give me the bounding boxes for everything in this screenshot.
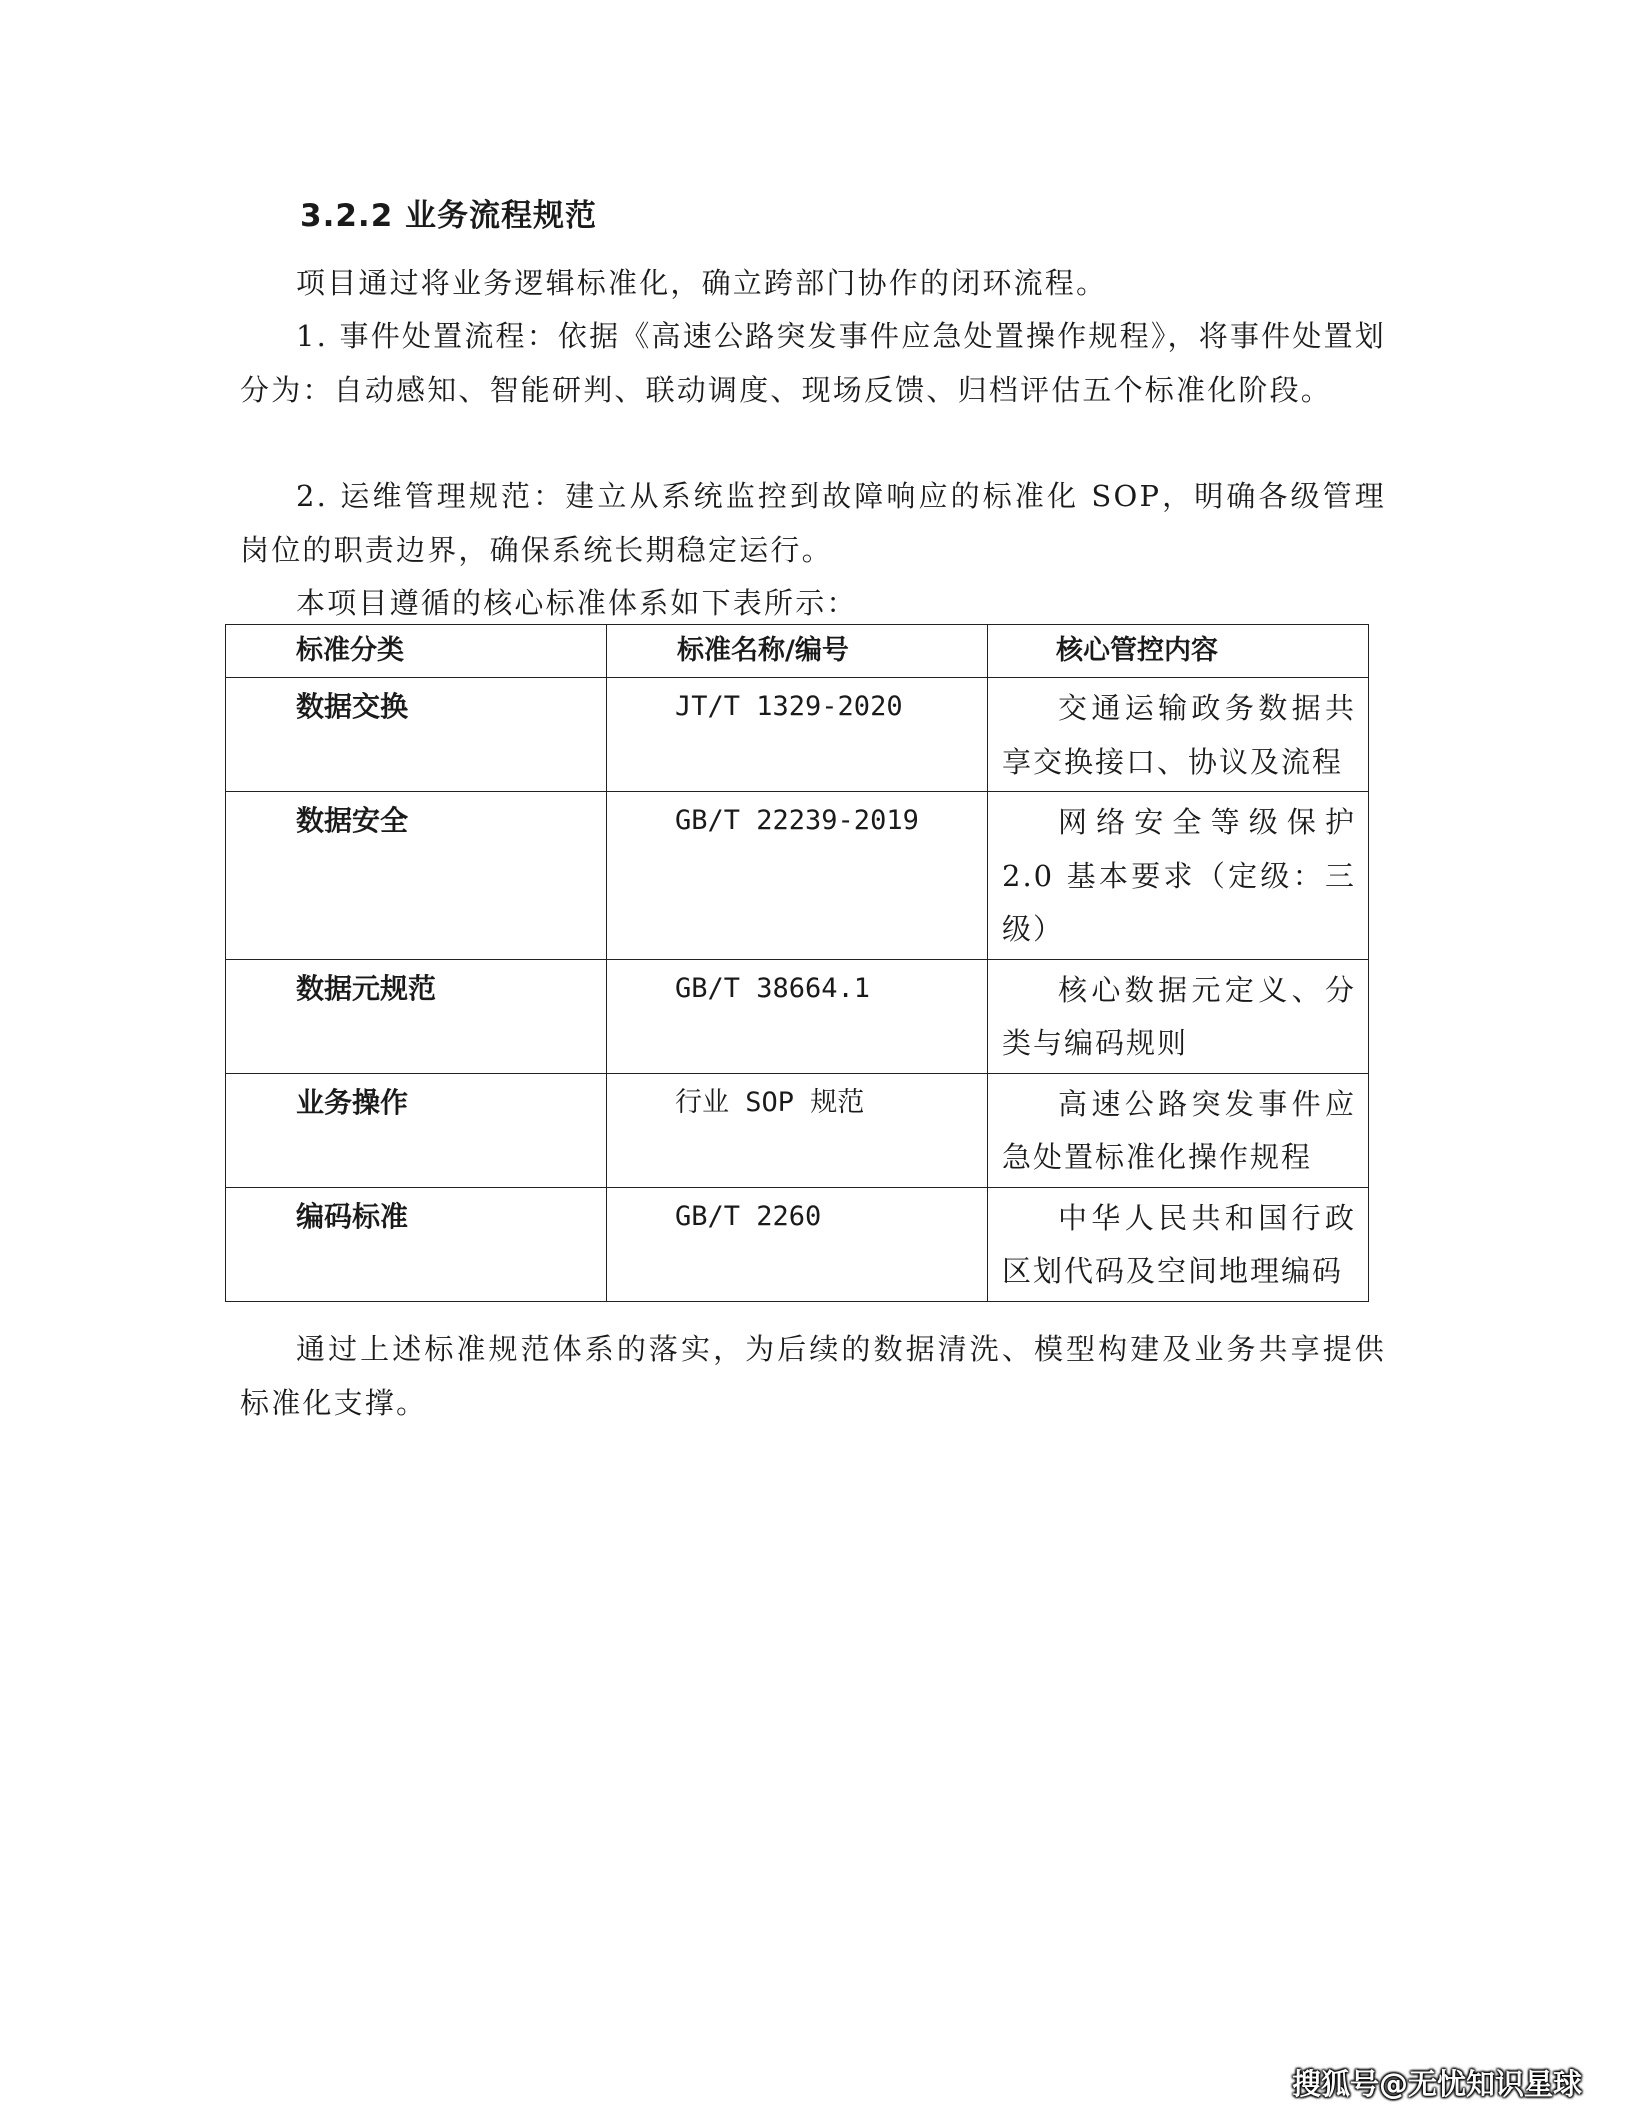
table-intro-paragraph: 本项目遵循的核心标准体系如下表所示： bbox=[296, 586, 858, 620]
row-code: JT/T 1329-2020 bbox=[607, 678, 988, 792]
table-row bbox=[226, 959, 1369, 1073]
row-content: 高速公路突发事件应急处置标准化操作规程 bbox=[988, 1073, 1369, 1187]
header-code: 标准名称/编号 bbox=[607, 625, 988, 678]
row-content: 核心数据元定义、分类与编码规则 bbox=[988, 959, 1369, 1073]
table-row bbox=[226, 678, 1369, 792]
row-code: 行业 SOP 规范 bbox=[607, 1073, 988, 1187]
section-heading: 3.2.2 业务流程规范 bbox=[300, 198, 598, 234]
table-header-row bbox=[226, 625, 1369, 678]
header-content: 核心管控内容 bbox=[988, 625, 1369, 678]
row-category: 数据交换 bbox=[226, 678, 607, 792]
list-item-event-process: 1. 事件处置流程：依据《高速公路突发事件应急处置操作规程》，将事件处置划分为：自动感知、智能研判、联动调度、现场反馈、归档评估五个标准化阶段。 bbox=[240, 319, 1386, 407]
row-code: GB/T 22239-2019 bbox=[607, 792, 988, 960]
conclusion-paragraph: 通过上述标准规范体系的落实，为后续的数据清洗、模型构建及业务共享提供标准化支撑。 bbox=[240, 1332, 1386, 1420]
row-category: 数据安全 bbox=[226, 792, 607, 960]
row-category: 业务操作 bbox=[226, 1073, 607, 1187]
row-category: 编码标准 bbox=[226, 1187, 607, 1301]
intro-paragraph: 项目通过将业务逻辑标准化，确立跨部门协作的闭环流程。 bbox=[296, 266, 1108, 300]
table-row bbox=[226, 792, 1369, 960]
row-code: GB/T 2260 bbox=[607, 1187, 988, 1301]
table-row bbox=[226, 1073, 1369, 1187]
list-item-ops-management: 2. 运维管理规范：建立从系统监控到故障响应的标准化 SOP，明确各级管理岗位的职责边界，确保系统长期稳定运行。 bbox=[240, 479, 1386, 567]
row-content: 中华人民共和国行政区划代码及空间地理编码 bbox=[988, 1187, 1369, 1301]
row-code: GB/T 38664.1 bbox=[607, 959, 988, 1073]
row-content: 网络安全等级保护 2.0 基本要求（定级：三级） bbox=[988, 792, 1369, 960]
standards-table bbox=[225, 624, 1369, 1302]
row-category: 数据元规范 bbox=[226, 959, 607, 1073]
row-content: 交通运输政务数据共享交换接口、协议及流程 bbox=[988, 678, 1369, 792]
watermark: 搜狐号@无忧知识星球 bbox=[1291, 2067, 1582, 2101]
header-category: 标准分类 bbox=[226, 625, 607, 678]
table-row bbox=[226, 1187, 1369, 1301]
